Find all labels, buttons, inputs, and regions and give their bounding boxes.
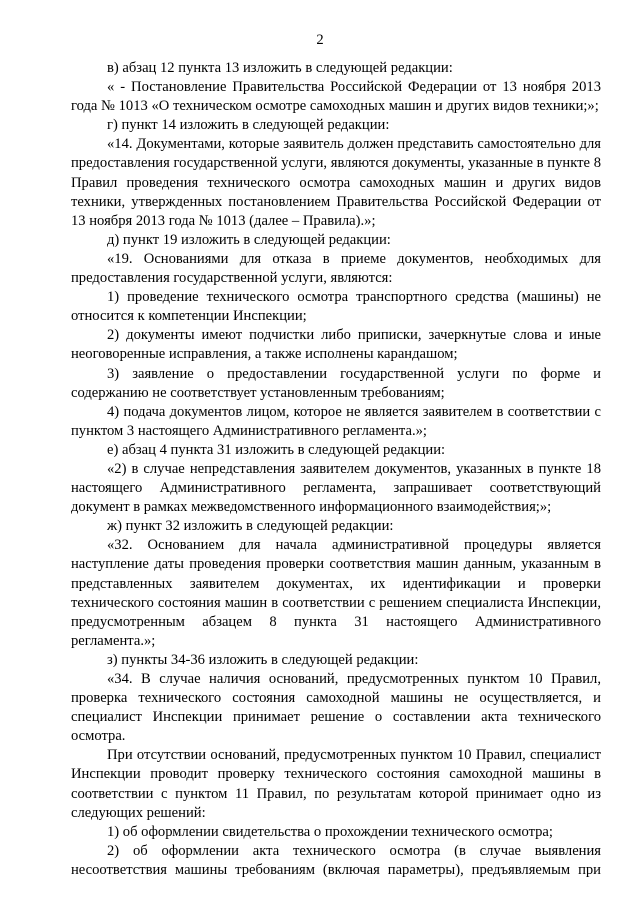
list-item: 3) заявление о предоставлении государственной услуги по форме и содержанию не соответствует установленным требованиям; [71, 365, 601, 401]
list-item: 2) об оформлении акта технического осмотра (в случае выявления несоответствия машины требованиям (включая параметры), предъявляемым при [71, 842, 601, 878]
paragraph: «2) в случае непредставления заявителем документов, указанных в пункте 18 настоящего Административного регламента, запрашивает соответствующий документ в рамках межведомственного информационного взаимодействия;»; [71, 460, 601, 516]
paragraph: «19. Основаниями для отказа в приеме документов, необходимых для предоставления государственной услуги, являются: [71, 250, 601, 287]
paragraph: «34. В случае наличия оснований, предусмотренных пунктом 10 Правил, проверка технического состояния самоходной машины не осуществляется, и специалист Инспекции принимает решение о составлении акта технического осмотра. [71, 671, 601, 745]
list-item: 1) проведение технического осмотра транспортного средства (машины) не относится к компетенции Инспекции; [71, 289, 601, 325]
paragraph: ж) пункт 32 изложить в следующей редакции: [107, 518, 394, 535]
list-item: 1) об оформлении свидетельства о прохождении технического осмотра; [107, 823, 553, 840]
paragraph: «32. Основанием для начала административной процедуры является наступление даты проведения проверки соответствия машин данным, указанным в представленных заявителем документах, их идентификации и проверки технического состояния машин в соответствии с решением специалиста Инспекции, предусмотренным абзацем 8 пункта 31 настоящего Административного регламента.»; [71, 537, 601, 649]
list-item: 2) документы имеют подчистки либо приписки, зачеркнутые слова и иные неоговоренные исправления, а также исполнены карандашом; [71, 327, 601, 363]
paragraph: з) пункты 34-36 изложить в следующей редакции: [107, 651, 419, 668]
list-item: 4) подача документов лицом, которое не является заявителем в соответствии с пунктом 3 настоящего Административного регламента.»; [71, 403, 601, 439]
paragraph: « - Постановление Правительства Российской Федерации от 13 ноября 2013 года № 1013 «О техническом осмотре самоходных машин и других видов техники;»; [71, 79, 601, 115]
paragraph: в) абзац 12 пункта 13 изложить в следующей редакции: [107, 60, 453, 76]
paragraph: г) пункт 14 изложить в следующей редакции: [107, 117, 390, 134]
paragraph: «14. Документами, которые заявитель должен представить самостоятельно для предоставления государственной услуги, являются документы, указанные в пункте 8 Правил проведения технического осмотра самоходных машин и других видов техники, утвержденных постановлением Правительства Российской Федерации от 13 ноября 2013 года № 1013 (далее – Правила).»; [71, 136, 601, 229]
paragraph: е) абзац 4 пункта 31 изложить в следующей редакции: [107, 441, 446, 458]
page-number: 2 [316, 32, 324, 48]
document-body [71, 59, 601, 880]
paragraph: При отсутствии оснований, предусмотренных пунктом 10 Правил, специалист Инспекции проводит проверку технического состояния самоходной машины в соответствии с пунктом 11 Правил, по результатам которой принимает одно из следующих решений: [71, 747, 601, 821]
paragraph: д) пункт 19 изложить в следующей редакции: [107, 231, 391, 248]
